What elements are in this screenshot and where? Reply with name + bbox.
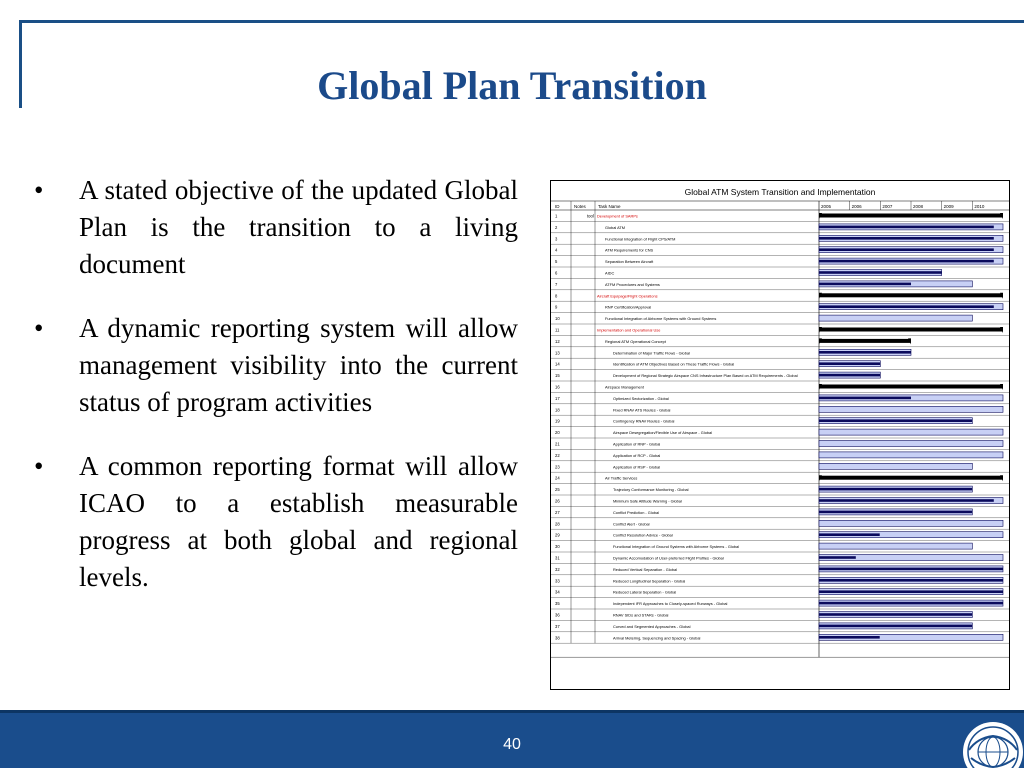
bullet-text: A dynamic reporting system will allow management visibility into the current status of program activities — [79, 313, 518, 417]
row-task-name: Dynamic Accomodation of User-preferred Flight Profiles - Global — [613, 555, 724, 561]
gantt-progress-bar — [819, 351, 911, 354]
gantt-progress-bar — [819, 613, 972, 616]
gantt-title: Global ATM System Transition and Implementation — [684, 187, 876, 197]
row-id: 29 — [555, 532, 560, 538]
row-id: 10 — [555, 316, 560, 322]
row-id: 16 — [555, 384, 560, 390]
gantt-progress-bar — [819, 226, 994, 229]
row-id: 2 — [555, 224, 558, 230]
header-task-name: Task Name — [598, 204, 621, 209]
icao-emblem-icon — [947, 712, 1024, 768]
row-task-name: Reduced Vertical Separation - Global — [613, 566, 678, 572]
gantt-task-bar — [819, 441, 1003, 447]
row-id: 37 — [555, 623, 560, 629]
row-id: 34 — [555, 589, 560, 595]
gantt-task-bar — [819, 315, 972, 321]
row-id: 12 — [555, 338, 560, 344]
row-id: 28 — [555, 521, 560, 527]
gantt-summary-bar — [819, 385, 1003, 389]
page-number: 40 — [503, 736, 521, 753]
row-id: 26 — [555, 498, 560, 504]
row-task-name: Aircraft Equipage/Flight Operations — [597, 293, 658, 299]
gantt-progress-bar — [819, 271, 942, 274]
bullet-list — [34, 172, 518, 623]
gantt-task-bar — [819, 543, 972, 549]
row-task-name: Arrival Metering, Sequencing and Spacing - Global — [613, 635, 701, 641]
gantt-progress-bar — [819, 511, 972, 514]
gantt-progress-bar — [819, 397, 911, 400]
gantt-task-bar — [819, 429, 1003, 435]
gantt-summary-bar — [819, 293, 1003, 297]
row-task-name: Airspace Desegregation/Flexible Use of Airspace - Global — [613, 430, 713, 436]
gantt-progress-bar — [819, 556, 856, 559]
row-task-name: Functional Integration of Airborne Systems with Ground Systems — [605, 316, 717, 322]
row-task-name: Development of SARPs — [597, 213, 638, 219]
row-id: 38 — [555, 635, 560, 641]
row-task-name: Application of RNP - Global — [613, 441, 661, 447]
row-task-name: Functional Integration of Flight CPS/ATM — [605, 236, 676, 242]
row-note: tool — [587, 213, 594, 219]
row-id: 25 — [555, 487, 560, 493]
header-id: ID — [555, 204, 560, 209]
row-task-name: Functional Integration of Ground Systems with Airborne Systems - Global — [613, 544, 740, 550]
row-task-name: AIDC — [605, 270, 615, 276]
gantt-progress-bar — [819, 602, 1003, 605]
gantt-progress-bar — [819, 283, 911, 286]
bullet-icon: • — [34, 175, 44, 205]
row-task-name: Application of RSP - Global — [613, 464, 661, 470]
gantt-summary-bar — [819, 328, 1003, 332]
gantt-progress-bar — [819, 305, 994, 308]
row-task-name: Application of RCP - Global — [613, 452, 661, 458]
row-task-name: RNAV SIDs and STARs - Global — [613, 612, 669, 618]
row-id: 17 — [555, 395, 560, 401]
bullet-text: A stated objective of the updated Global Plan is the transition to a living document — [79, 175, 518, 279]
title-frame-top-rule — [19, 20, 1024, 23]
row-id: 24 — [555, 475, 560, 481]
row-task-name: Optimized Sectorization - Global — [613, 395, 669, 401]
row-id: 21 — [555, 441, 560, 447]
row-id: 23 — [555, 464, 560, 470]
row-task-name: Air Traffic Services — [605, 475, 638, 481]
footer-top-rule — [0, 710, 1024, 713]
year-tick-label: 2005 — [821, 204, 832, 209]
bullet-item — [34, 448, 518, 596]
row-task-name: Conflict Prediction - Global — [613, 509, 660, 515]
gantt-progress-bar — [819, 625, 972, 628]
year-tick-label: 2006 — [851, 204, 862, 209]
bullet-item — [34, 310, 518, 421]
gantt-summary-bar — [819, 476, 1003, 480]
row-id: 3 — [555, 236, 558, 242]
bullet-icon: • — [34, 313, 44, 343]
year-tick-label: 2008 — [913, 204, 924, 209]
gantt-summary-bar — [819, 339, 911, 343]
row-id: 8 — [555, 293, 558, 299]
row-task-name: Airspace Management — [605, 384, 644, 390]
row-id: 14 — [555, 361, 560, 367]
row-id: 11 — [555, 327, 560, 333]
gantt-task-bar — [819, 406, 1003, 412]
row-task-name: ATM Requirements for CNS — [605, 247, 654, 253]
year-tick-label: 2009 — [943, 204, 954, 209]
year-tick-label: 2007 — [882, 204, 893, 209]
row-id: 15 — [555, 373, 560, 379]
row-id: 33 — [555, 578, 560, 584]
bullet-item — [34, 172, 518, 283]
bullet-text: A common reporting format will allow ICAO to a establish measurable progress at both global and regional levels. — [79, 451, 518, 592]
bullet-icon: • — [34, 451, 44, 481]
gantt-progress-bar — [819, 590, 1003, 593]
row-id: 20 — [555, 430, 560, 436]
row-task-name: Identification of ATM Objectives Based on These Traffic Flows - Global — [613, 361, 735, 367]
gantt-progress-bar — [819, 568, 1003, 571]
row-id: 30 — [555, 544, 560, 550]
header-notes: Notes — [574, 204, 586, 209]
gantt-progress-bar — [819, 488, 972, 491]
row-task-name: Separation Between Aircraft — [605, 259, 654, 265]
row-task-name: Independent IFR Approaches to Closely-spaced Runways - Global — [613, 601, 728, 607]
gantt-progress-bar — [819, 636, 880, 639]
slide-title: Global Plan Transition — [317, 63, 707, 108]
gantt-task-bar — [819, 452, 1003, 458]
row-id: 35 — [555, 601, 560, 607]
row-task-name: Reduced Longitudinal Separation - Global — [613, 578, 686, 584]
gantt-progress-bar — [819, 579, 1003, 582]
row-id: 4 — [555, 247, 558, 253]
gantt-progress-bar — [819, 237, 994, 240]
row-task-name: Curved and Segmented Approaches - Global — [613, 623, 691, 629]
gantt-task-bar — [819, 463, 972, 469]
row-id: 5 — [555, 259, 558, 265]
gantt-chart-image — [550, 180, 1010, 690]
row-task-name: ATFM Procedures and Systems — [605, 281, 660, 287]
row-task-name: Minimum Safe Altitude Warning - Global — [613, 498, 682, 504]
row-task-name: Determination of Major Traffic Flows - Global — [613, 350, 690, 356]
row-task-name: Conflict Resolution Advice - Global — [613, 532, 673, 538]
row-task-name: Trajectory Conformance Monitoring - Global — [613, 487, 689, 493]
row-id: 13 — [555, 350, 560, 356]
row-task-name: Regional ATM Operational Concept — [605, 338, 666, 344]
row-id: 32 — [555, 566, 560, 572]
year-tick-label: 2010 — [974, 204, 985, 209]
row-id: 9 — [555, 304, 558, 310]
row-id: 22 — [555, 452, 560, 458]
row-task-name: Fixed RNAV ATS Routes - Global — [613, 407, 671, 413]
gantt-summary-bar — [819, 214, 1003, 218]
gantt-chart — [551, 181, 1009, 689]
row-task-name: Implementation and Operational Use — [597, 327, 661, 333]
gantt-task-bar — [819, 520, 1003, 526]
row-task-name: RNP Certification/Approval — [605, 304, 652, 310]
row-id: 19 — [555, 418, 560, 424]
gantt-progress-bar — [819, 260, 994, 263]
gantt-progress-bar — [819, 533, 880, 536]
gantt-progress-bar — [819, 374, 880, 377]
row-task-name: Contingency RNAV Routes - Global — [613, 418, 675, 424]
gantt-progress-bar — [819, 499, 994, 502]
row-id: 18 — [555, 407, 560, 413]
row-id: 27 — [555, 509, 560, 515]
row-id: 7 — [555, 281, 558, 287]
row-id: 36 — [555, 612, 560, 618]
gantt-progress-bar — [819, 362, 880, 365]
row-id: 31 — [555, 555, 560, 561]
row-id: 1 — [555, 213, 558, 219]
row-task-name: Development of Regional Strategic Airspace CNS Infrastructure Plan Based on ATM Requirements - Global — [613, 373, 798, 379]
row-task-name: Global ATM — [605, 224, 626, 230]
row-task-name: Reduced Lateral Separation - Global — [613, 589, 677, 595]
row-task-name: Conflict Alert - Global — [613, 521, 650, 527]
gantt-progress-bar — [819, 419, 972, 422]
row-id: 6 — [555, 270, 558, 276]
gantt-progress-bar — [819, 248, 994, 251]
